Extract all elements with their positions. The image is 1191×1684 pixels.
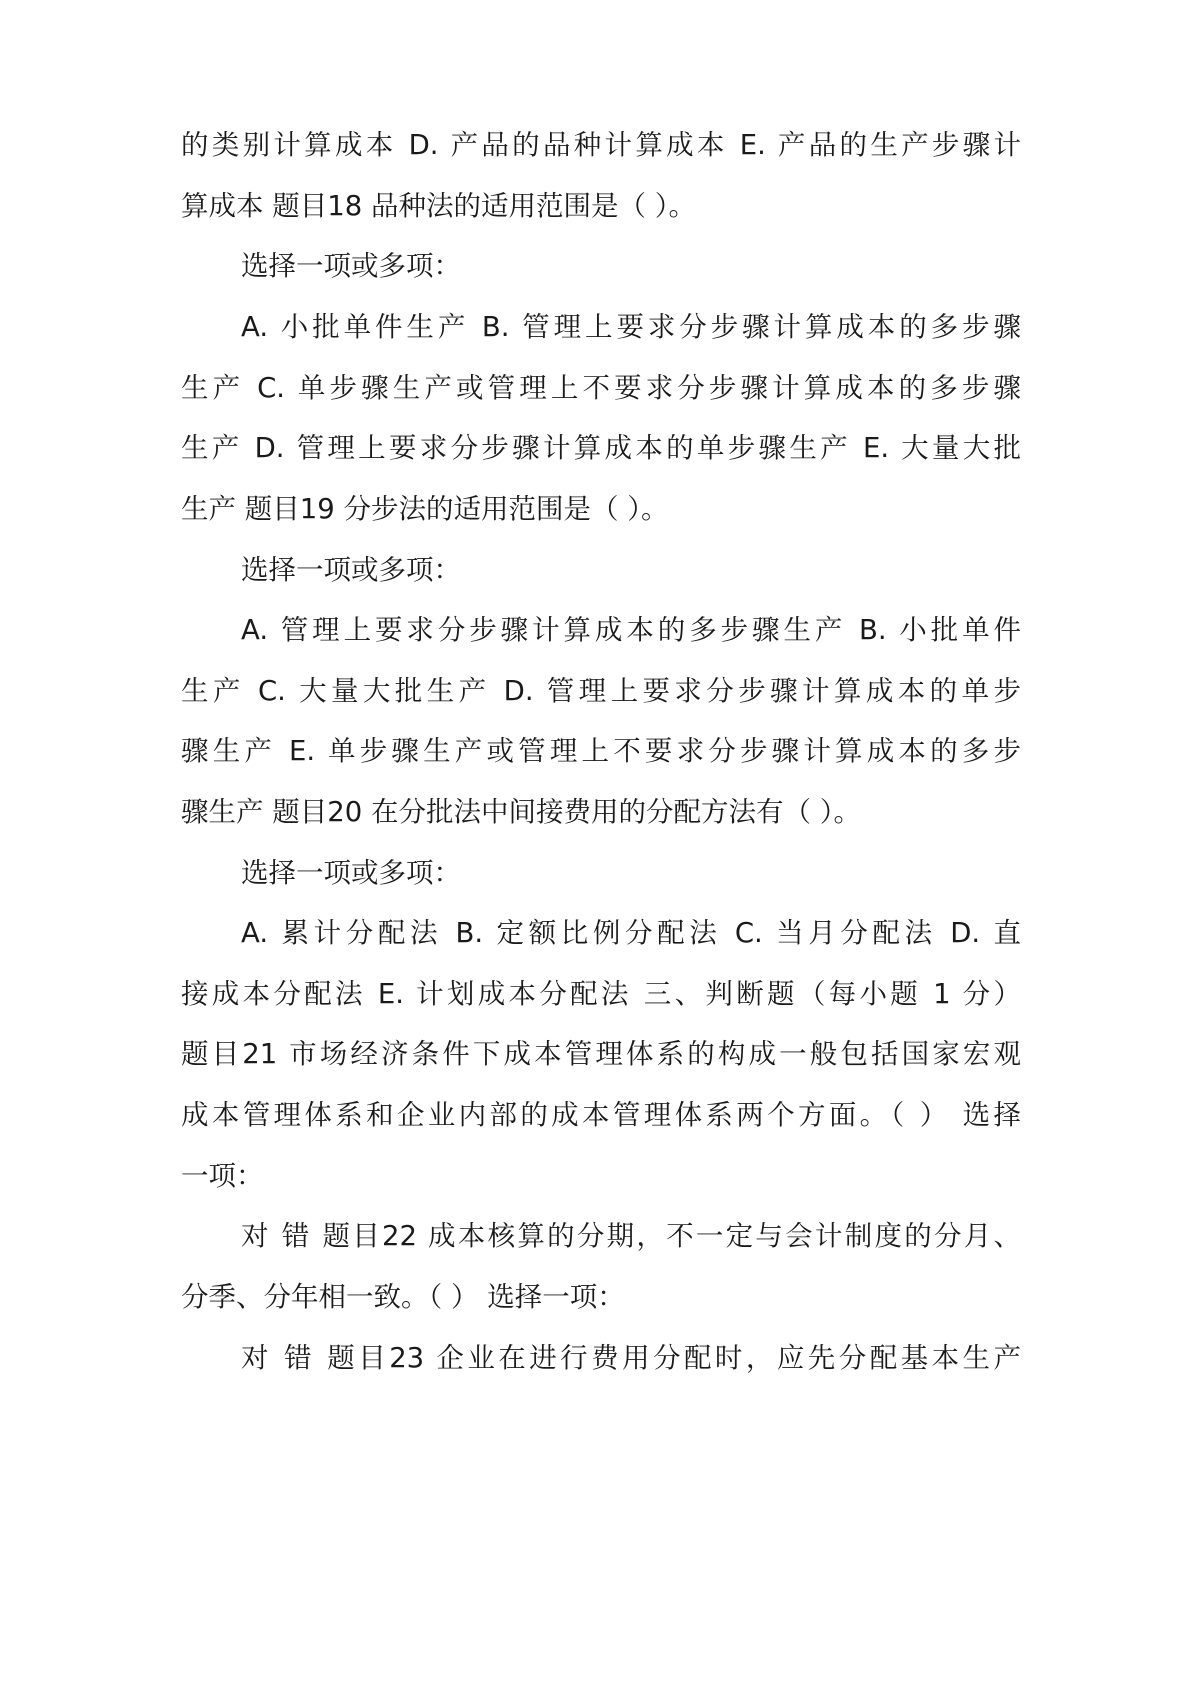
text-line: 选择一项或多项： (241, 857, 461, 889)
text-line: 选择一项或多项： (241, 250, 461, 282)
text-line: 题目21 市场经济条件下成本管理体系的构成一般包括国家宏观 (181, 1038, 1021, 1070)
text-line: 分季、分年相一致。（ ） 选择一项： (181, 1281, 625, 1313)
text-line: A. 小批单件生产 B. 管理上要求分步骤计算成本的多步骤 (241, 311, 1021, 343)
text-line: 一项： (181, 1160, 264, 1192)
text-line: 骤生产 题目20 在分批法中间接费用的分配方法有（ ）。 (181, 796, 861, 828)
text-line: 算成本 题目18 品种法的适用范围是（ ）。 (181, 190, 696, 222)
text-line: 接成本分配法 E. 计划成本分配法 三、判断题（每小题 1 分） (181, 978, 1021, 1010)
text-line: A. 管理上要求分步骤计算成本的多步骤生产 B. 小批单件 (241, 614, 1021, 646)
text-line: 选择一项或多项： (241, 554, 461, 586)
text-line: 对 错 题目22 成本核算的分期，不一定与会计制度的分月、 (241, 1220, 1021, 1252)
text-line: 对 错 题目23 企业在进行费用分配时，应先分配基本生产 (241, 1342, 1021, 1374)
text-line: A. 累计分配法 B. 定额比例分配法 C. 当月分配法 D. 直 (241, 917, 1021, 949)
text-line: 生产 C. 大量大批生产 D. 管理上要求分步骤计算成本的单步 (181, 675, 1021, 707)
text-line: 骤生产 E. 单步骤生产或管理上不要求分步骤计算成本的多步 (181, 735, 1021, 767)
text-line: 生产 D. 管理上要求分步骤计算成本的单步骤生产 E. 大量大批 (181, 432, 1021, 464)
text-line: 生产 C. 单步骤生产或管理上不要求分步骤计算成本的多步骤 (181, 372, 1021, 404)
text-line: 的类别计算成本 D. 产品的品种计算成本 E. 产品的生产步骤计 (181, 129, 1021, 161)
text-line: 成本管理体系和企业内部的成本管理体系两个方面。（ ） 选择 (181, 1099, 1021, 1131)
text-line: 生产 题目19 分步法的适用范围是（ ）。 (181, 493, 669, 525)
